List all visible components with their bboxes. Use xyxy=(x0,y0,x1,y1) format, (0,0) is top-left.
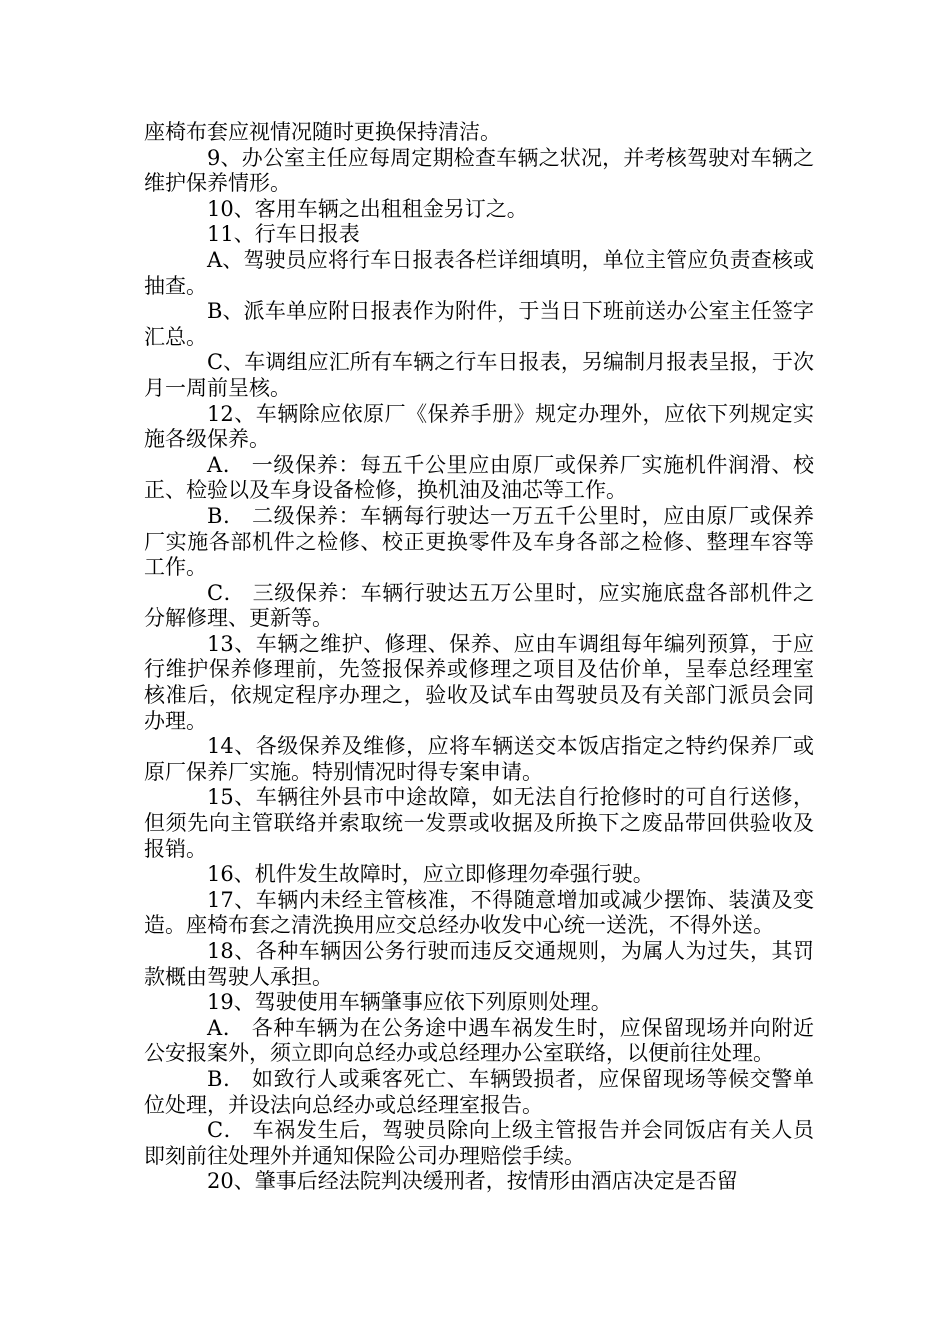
paragraph-item-10: 10、客用车辆之出租租金另订之。 xyxy=(207,196,528,221)
paragraph-item-11b: B、派车单应附日报表作为附件，于当日下班前送办公室主任签字汇总。 xyxy=(144,299,814,349)
paragraph-item-16: 16、机件发生故障时，应立即修理勿牵强行驶。 xyxy=(207,862,654,887)
paragraph-item-12a: A． 一级保养：每五千公里应由原厂或保养厂实施机件润滑、校正、检验以及车身设备检修，换机油及油芯等工作。 xyxy=(144,452,814,503)
paragraph-item-20: 20、肇事后经法院判决缓刑者，按情形由酒店决定是否留 xyxy=(207,1169,738,1194)
paragraph-continuation: 座椅布套应视情况随时更换保持清洁。 xyxy=(144,120,501,144)
paragraph-item-19a: A． 各种车辆为在公务途中遇车祸发生时，应保留现场并向附近公安报案外，须立即向总经办或总经理办公室联络，以便前往处理。 xyxy=(144,1015,814,1066)
paragraph-item-12: 12、车辆除应依原厂《保养手册》规定办理外，应依下列规定实施各级保养。 xyxy=(144,401,814,452)
paragraph-item-13: 13、车辆之维护、修理、保养、应由车调组每年编列预算，于应行维护保养修理前，先签报保养或修理之项目及估价单，呈奉总经理室核准后，依规定程序办理之，验收及试车由驾驶员及有关部门派员会同办理。 xyxy=(144,631,814,733)
paragraph-item-12b: B． 二级保养：车辆每行驶达一万五千公里时，应由原厂或保养厂实施各部机件之检修、校正更换零件及车身各部之检修、整理车容等工作。 xyxy=(144,503,814,580)
paragraph-item-19: 19、驾驶使用车辆肇事应依下列原则处理。 xyxy=(207,990,612,1015)
paragraph-item-11a: A、驾驶员应将行车日报表各栏详细填明，单位主管应负责查核或抽查。 xyxy=(144,247,814,298)
paragraph-item-12c: C． 三级保养：车辆行驶达五万公里时，应实施底盘各部机件之分解修理、更新等。 xyxy=(144,580,814,631)
paragraph-item-18: 18、各种车辆因公务行驶而违反交通规则，为属人为过失，其罚款概由驾驶人承担。 xyxy=(144,939,814,989)
paragraph-item-19b: B． 如致行人或乘客死亡、车辆毁损者，应保留现场等候交警单位处理，并设法向总经办或总经理室报告。 xyxy=(144,1066,814,1117)
paragraph-item-14: 14、各级保养及维修，应将车辆送交本饭店指定之特约保养厂或原厂保养厂实施。特别情况时得专案申请。 xyxy=(144,734,814,784)
paragraph-item-11c: C、车调组应汇所有车辆之行车日报表，另编制月报表呈报，于次月一周前呈核。 xyxy=(144,350,814,400)
document-body xyxy=(144,120,814,1195)
paragraph-item-17: 17、车辆内未经主管核准，不得随意增加或减少摆饰、装潢及变造。座椅布套之清洗换用应交总经办收发中心统一送洗，不得外送。 xyxy=(144,887,814,938)
paragraph-item-19c: C． 车祸发生后，驾驶员除向上级主管报告并会同饭店有关人员即刻前往处理外并通知保险公司办理赔偿手续。 xyxy=(144,1118,814,1168)
paragraph-item-9: 9、办公室主任应每周定期检查车辆之状况，并考核驾驶对车辆之维护保养情形。 xyxy=(144,145,814,196)
paragraph-item-11: 11、行车日报表 xyxy=(207,222,360,247)
paragraph-item-15: 15、车辆往外县市中途故障，如无法自行抢修时的可自行送修，但须先向主管联络并索取统一发票或收据及所换下之废品带回供验收及报销。 xyxy=(144,785,814,861)
